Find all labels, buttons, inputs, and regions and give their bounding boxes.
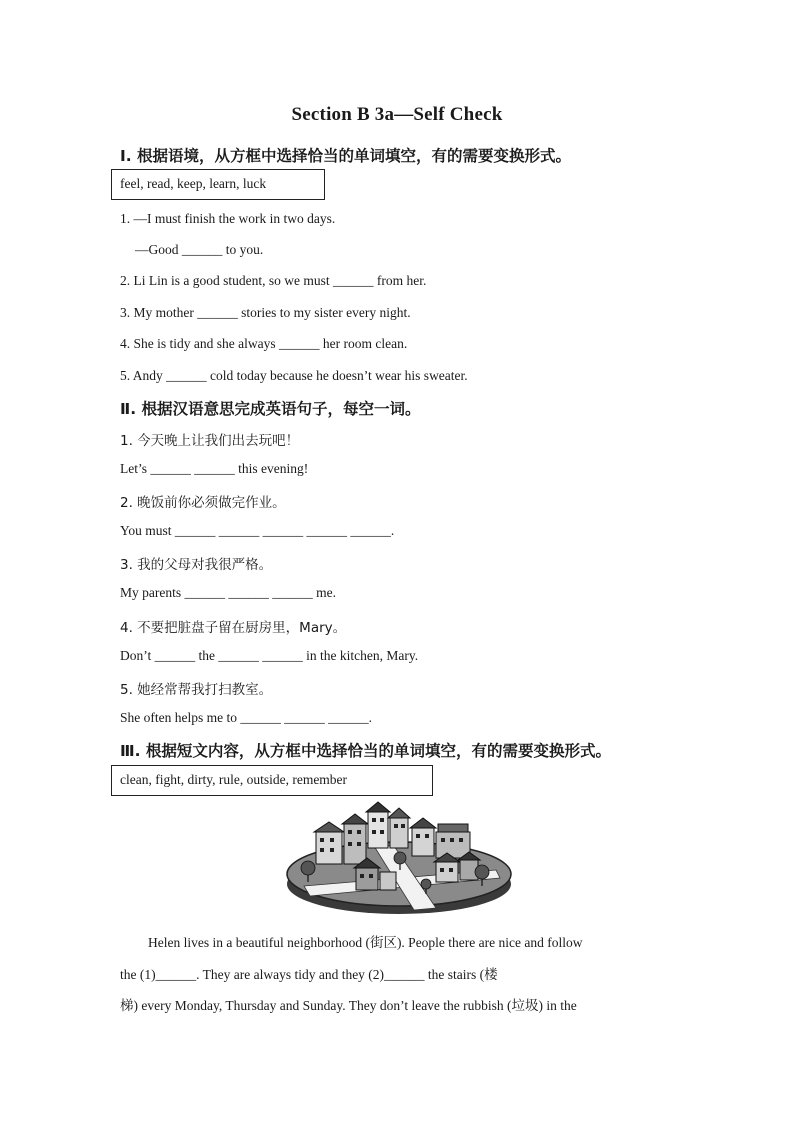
part1-item: 1. —I must finish the work in two days. [120, 211, 336, 226]
part1-item: 3. My mother ______ stories to my sister every night. [120, 305, 411, 320]
part2-english-sentence: She often helps me to ______ ______ ______. [120, 710, 372, 725]
passage-line: Helen lives in a beautiful neighborhood (街区). People there are nice and follow [148, 935, 583, 950]
part3-word-box: clean, fight, dirty, rule, outside, remember [111, 765, 433, 796]
part2-heading: Ⅱ. 根据汉语意思完成英语句子，每空一词。 [120, 400, 421, 418]
part2-english-sentence: Let’s ______ ______ this evening! [120, 461, 309, 476]
part2-chinese-prompt: 5. 她经常帮我打扫教室。 [120, 682, 273, 698]
part2-english-sentence: You must ______ ______ ______ ______ ______. [120, 523, 395, 538]
passage-line: the (1)______. They are always tidy and they (2)______ the stairs (楼 [120, 967, 498, 982]
part1-heading: Ⅰ. 根据语境，从方框中选择恰当的单词填空，有的需要变换形式。 [120, 147, 572, 165]
part1-item: 2. Li Lin is a good student, so we must ______ from her. [120, 273, 427, 288]
part1-item: —Good ______ to you. [135, 242, 264, 257]
part2-chinese-prompt: 3. 我的父母对我很严格。 [120, 557, 273, 573]
passage-line: 梯) every Monday, Thursday and Sunday. They don’t leave the rubbish (垃圾) in the [120, 998, 577, 1013]
part2-english-sentence: My parents ______ ______ ______ me. [120, 585, 336, 600]
part2-chinese-prompt: 4. 不要把脏盘子留在厨房里，Mary。 [120, 620, 347, 636]
part1-word-box: feel, read, keep, learn, luck [111, 169, 325, 200]
part1-item: 4. She is tidy and she always ______ her room clean. [120, 336, 408, 351]
part2-chinese-prompt: 1. 今天晚上让我们出去玩吧！ [120, 433, 300, 449]
part1-item: 5. Andy ______ cold today because he doesn’t wear his sweater. [120, 368, 468, 383]
part2-english-sentence: Don’t ______ the ______ ______ in the kitchen, Mary. [120, 648, 419, 663]
page-title: Section B 3a—Self Check [291, 104, 503, 125]
neighborhood-illustration [286, 798, 512, 918]
part3-heading: Ⅲ. 根据短文内容，从方框中选择恰当的单词填空，有的需要变换形式。 [120, 742, 611, 760]
part2-chinese-prompt: 2. 晚饭前你必须做完作业。 [120, 495, 286, 511]
